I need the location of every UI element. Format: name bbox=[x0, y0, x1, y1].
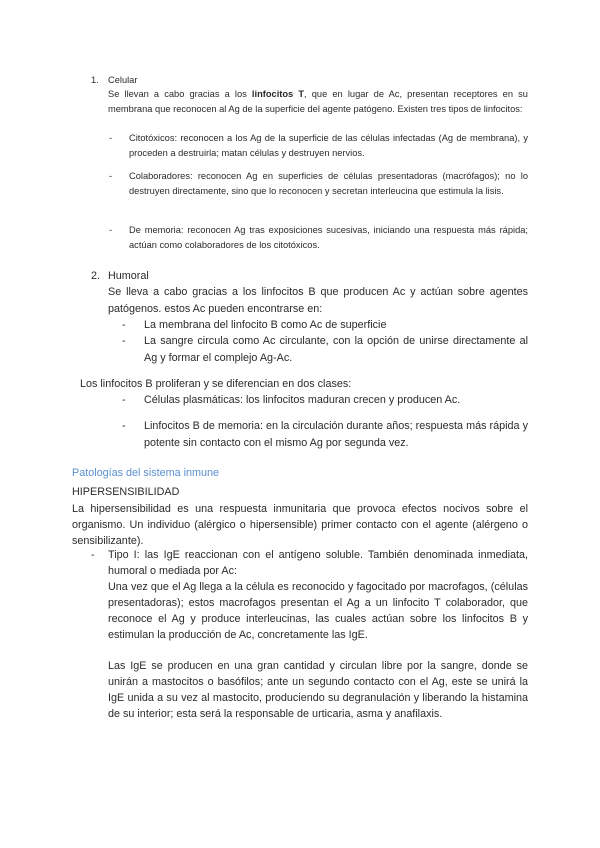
dash-bullet: - bbox=[122, 394, 126, 406]
list-item-text: Linfocitos B de memoria: en la circulación durante años; respuesta más rápida y potente sin contacto con el mismo Ag por segunda vez. bbox=[144, 420, 528, 449]
list-item-text: Células plasmáticas: los linfocitos maduran crecen y producen Ac. bbox=[144, 394, 461, 406]
list-item-text: La sangre circula como Ac circulante, con la opción de unirse directamente al Ag y formar el complejo Ag-Ac. bbox=[144, 335, 528, 364]
list-item-text: De memoria: reconocen Ag tras exposiciones sucesivas, iniciando una respuesta más rápida; actúan como colaboradores de los citotóxicos. bbox=[129, 225, 528, 250]
list-item-text: Citotóxicos: reconocen a los Ag de la superficie de las células infectadas (Ag de membrana), y proceden a destruirla; matan células y destruyen nervios. bbox=[129, 133, 528, 158]
intro-bold: linfocitos T bbox=[251, 89, 305, 99]
section-intro: Se lleva a cabo gracias a los linfocitos B que producen Ac y actúan sobre agentes patógenos. estos Ac pueden encontrarse en: bbox=[108, 286, 528, 315]
intro-text-b: , que en lugar de Ac, presentan receptores en su membrana que reconocen al Ag de la superficie del agente patógeno. Existen tres tipos de linfocitos: bbox=[108, 89, 528, 114]
list-item bbox=[122, 333, 528, 367]
dash-bullet: - bbox=[122, 335, 126, 347]
list-item bbox=[122, 317, 528, 334]
section-heading: Celular bbox=[108, 75, 138, 85]
list-item bbox=[109, 223, 528, 253]
list-number: 2. bbox=[91, 270, 101, 282]
list-item bbox=[109, 131, 528, 161]
list-number: 1. bbox=[91, 75, 99, 85]
dash-bullet: - bbox=[122, 319, 126, 331]
paragraph: Los linfocitos B proliferan y se diferencian en dos clases: bbox=[80, 378, 352, 390]
list-item-text: Tipo I: las IgE reaccionan con el antígeno soluble. También denominada inmediata, humoral o mediada por Ac: bbox=[108, 549, 528, 577]
list-item bbox=[122, 418, 528, 452]
list-item-text: La membrana del linfocito B como Ac de superficie bbox=[144, 319, 387, 331]
dash-bullet: - bbox=[109, 133, 113, 143]
paragraph: La hipersensibilidad es una respuesta inmunitaria que provoca efectos nocivos sobre el organismo. Un individuo (alérgico o hipersensible) primer contacto con el agente (alérgeno o sensibilizante). bbox=[72, 503, 528, 547]
dash-bullet: - bbox=[122, 420, 126, 432]
subsection-title: Patologías del sistema inmune bbox=[72, 467, 220, 479]
list-item-detail: Una vez que el Ag llega a la célula es reconocido y fagocitado por macrofagos, (células presentadoras); estos macrofagos presentan el Ag a un linfocito T colaborador, que reconoce el Ag y produce interleucinas, las cuales actúan sobre los linfocitos B y estimulan la producción de Ac, concretamente las IgE. bbox=[108, 581, 528, 641]
caps-heading: HIPERSENSIBILIDAD bbox=[72, 486, 180, 498]
paragraph: Las IgE se producen en una gran cantidad y circulan libre por la sangre, donde se unirán a mastocitos o basófilos; ante un segundo contacto con el Ag, este se unirá la IgE unida a su vez al mastocito, produciendo su degranulación y liberando la histamina de su interior; esta será la responsable de urticaria, asma y anafilaxis. bbox=[108, 660, 528, 720]
list-item bbox=[122, 392, 528, 409]
dash-bullet: - bbox=[109, 225, 113, 235]
list-item bbox=[91, 547, 528, 643]
dash-bullet: - bbox=[91, 549, 95, 561]
section-heading: Humoral bbox=[108, 270, 149, 282]
intro-text-a: Se llevan a cabo gracias a los bbox=[108, 89, 252, 99]
list-item bbox=[109, 169, 528, 199]
section-intro bbox=[108, 87, 528, 117]
dash-bullet: - bbox=[109, 171, 113, 181]
list-item-text: Colaboradores: reconocen Ag en superficies de células presentadoras (macrófagos); no lo destruyen directamente, sino que lo reconocen y secretan interleucina que estimula la lisis. bbox=[129, 171, 528, 196]
